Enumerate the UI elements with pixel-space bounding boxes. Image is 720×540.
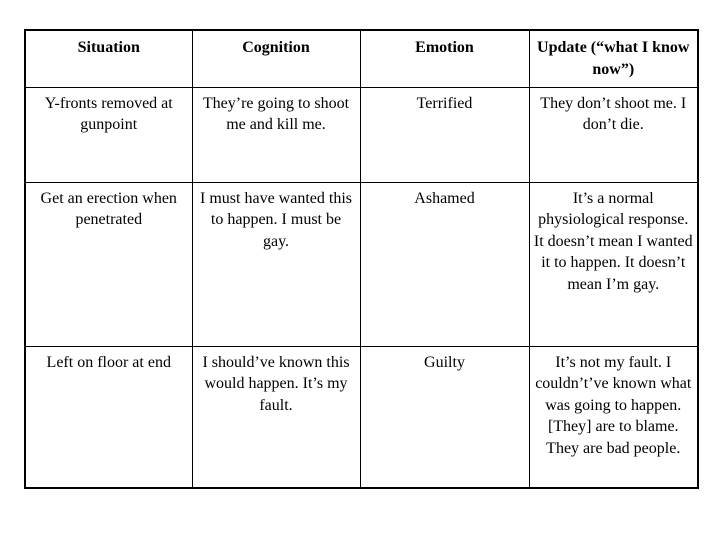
table-row bbox=[25, 87, 698, 182]
cell-situation: Y-fronts removed at gunpoint bbox=[25, 87, 192, 182]
table-row bbox=[25, 346, 698, 488]
cell-emotion: Guilty bbox=[360, 346, 529, 488]
cell-cognition: I must have wanted this to happen. I must be gay. bbox=[192, 182, 360, 346]
cell-emotion: Terrified bbox=[360, 87, 529, 182]
cell-update: It’s a normal physiological response. It doesn’t mean I wanted it to happen. It doesn’t mean I’m gay. bbox=[529, 182, 698, 346]
header-row bbox=[25, 30, 698, 87]
cell-situation: Left on floor at end bbox=[25, 346, 192, 488]
cbt-table bbox=[24, 29, 699, 489]
header-situation: Situation bbox=[25, 30, 192, 87]
header-emotion: Emotion bbox=[360, 30, 529, 87]
cell-update: It’s not my fault. I couldn’t’ve known what was going to happen. [They] are to blame. They are bad people. bbox=[529, 346, 698, 488]
cell-cognition: They’re going to shoot me and kill me. bbox=[192, 87, 360, 182]
header-update: Update (“what I know now”) bbox=[529, 30, 698, 87]
table-row bbox=[25, 182, 698, 346]
cell-emotion: Ashamed bbox=[360, 182, 529, 346]
header-cognition: Cognition bbox=[192, 30, 360, 87]
cell-cognition: I should’ve known this would happen. It’s my fault. bbox=[192, 346, 360, 488]
cell-situation: Get an erection when penetrated bbox=[25, 182, 192, 346]
cell-update: They don’t shoot me. I don’t die. bbox=[529, 87, 698, 182]
